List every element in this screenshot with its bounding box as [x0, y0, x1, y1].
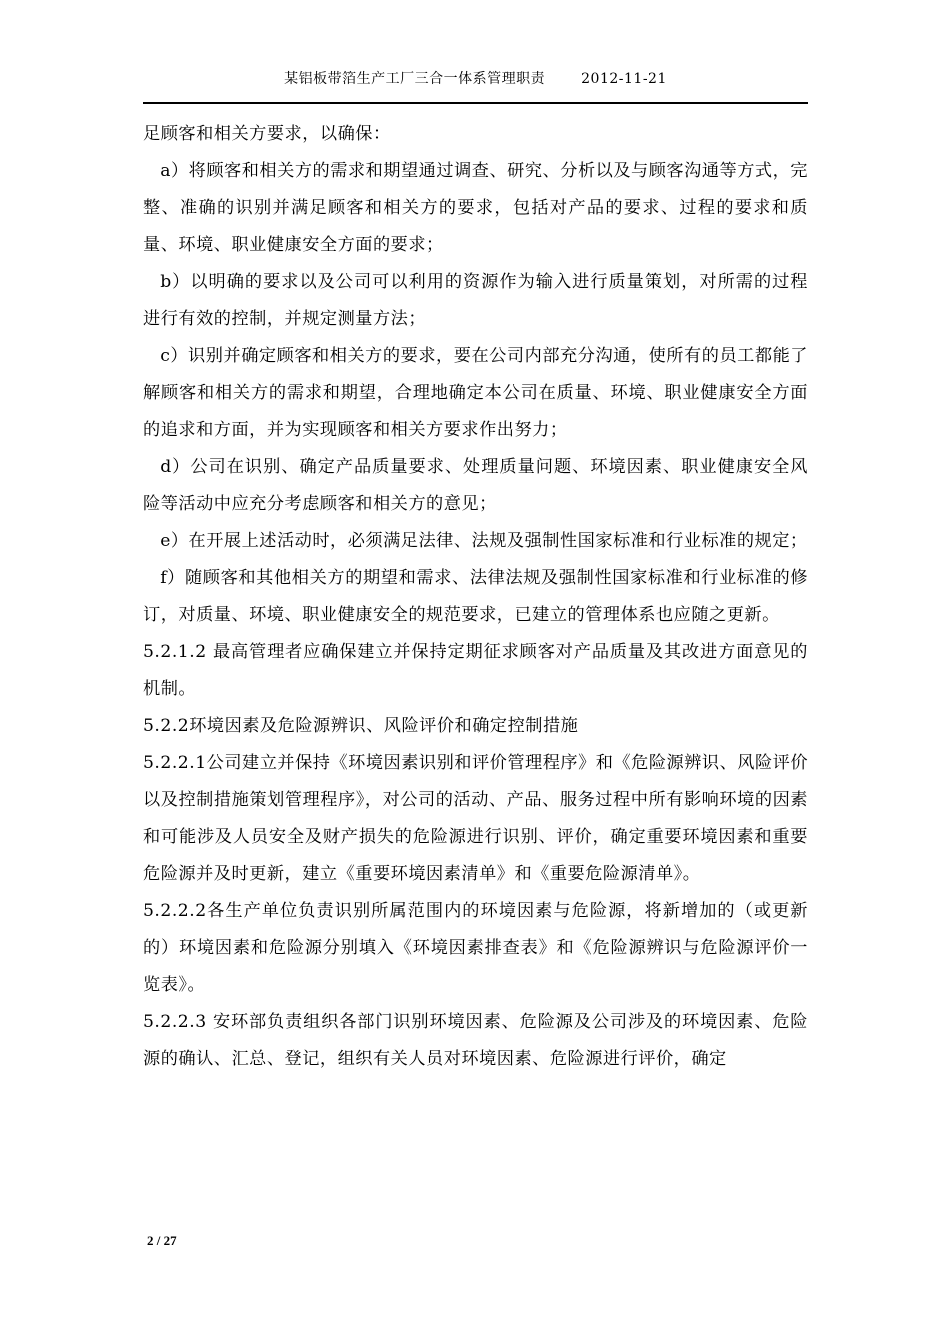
page-number: 2 / 27: [147, 1233, 177, 1248]
list-item-c: c）识别并确定顾客和相关方的要求，要在公司内部充分沟通，使所有的员工都能了解顾客和相关方的需求和期望，合理地确定本公司在质量、环境、职业健康安全方面的追求和方面，并为实现顾客和相关方要求作出努力；: [143, 346, 808, 440]
document-title: 某铝板带箔生产工厂三合一体系管理职责: [284, 71, 546, 87]
list-item-e: e）在开展上述活动时，必须满足法律、法规及强制性国家标准和行业标准的规定；: [160, 531, 808, 551]
document-date: 2012-11-21: [581, 71, 667, 87]
clause-5-2-2-3: 5.2.2.3 安环部负责组织各部门识别环境因素、危险源及公司涉及的环境因素、危险源的确认、汇总、登记，组织有关人员对环境因素、危险源进行评价，确定: [143, 1012, 808, 1069]
list-item-f: f）随顾客和其他相关方的期望和需求、法律法规及强制性国家标准和行业标准的修订，对质量、环境、职业健康安全的规范要求，已建立的管理体系也应随之更新。: [143, 568, 808, 625]
list-item-b: b）以明确的要求以及公司可以利用的资源作为输入进行质量策划，对所需的过程进行有效的控制，并规定测量方法；: [143, 272, 808, 329]
paragraph: 足顾客和相关方要求，以确保：: [143, 124, 391, 144]
list-item-a: a）将顾客和相关方的需求和期望通过调查、研究、分析以及与顾客沟通等方式，完整、准确的识别并满足顾客和相关方的要求，包括对产品的要求、过程的要求和质量、环境、职业健康安全方面的要求；: [143, 161, 808, 255]
clause-5-2-2-2: 5.2.2.2各生产单位负责识别所属范围内的环境因素与危险源，将新增加的（或更新的）环境因素和危险源分别填入《环境因素排查表》和《危险源辨识与危险源评价一览表》。: [143, 901, 808, 995]
clause-5-2-1-2: 5.2.1.2 最高管理者应确保建立并保持定期征求顾客对产品质量及其改进方面意见的机制。: [143, 642, 808, 699]
page-header: [143, 64, 808, 104]
list-item-d: d）公司在识别、确定产品质量要求、处理质量问题、环境因素、职业健康安全风险等活动中应充分考虑顾客和相关方的意见；: [143, 457, 808, 514]
document-body: [143, 116, 808, 1078]
clause-5-2-2-1: 5.2.2.1公司建立并保持《环境因素识别和评价管理程序》和《危险源辨识、风险评价以及控制措施策划管理程序》，对公司的活动、产品、服务过程中所有影响环境的因素和可能涉及人员安全及财产损失的危险源进行识别、评价，确定重要环境因素和重要危险源并及时更新，建立《重要环境因素清单》和《重要危险源清单》。: [143, 753, 809, 884]
section-heading-5-2-2: 5.2.2环境因素及危险源辨识、风险评价和确定控制措施: [143, 716, 579, 736]
